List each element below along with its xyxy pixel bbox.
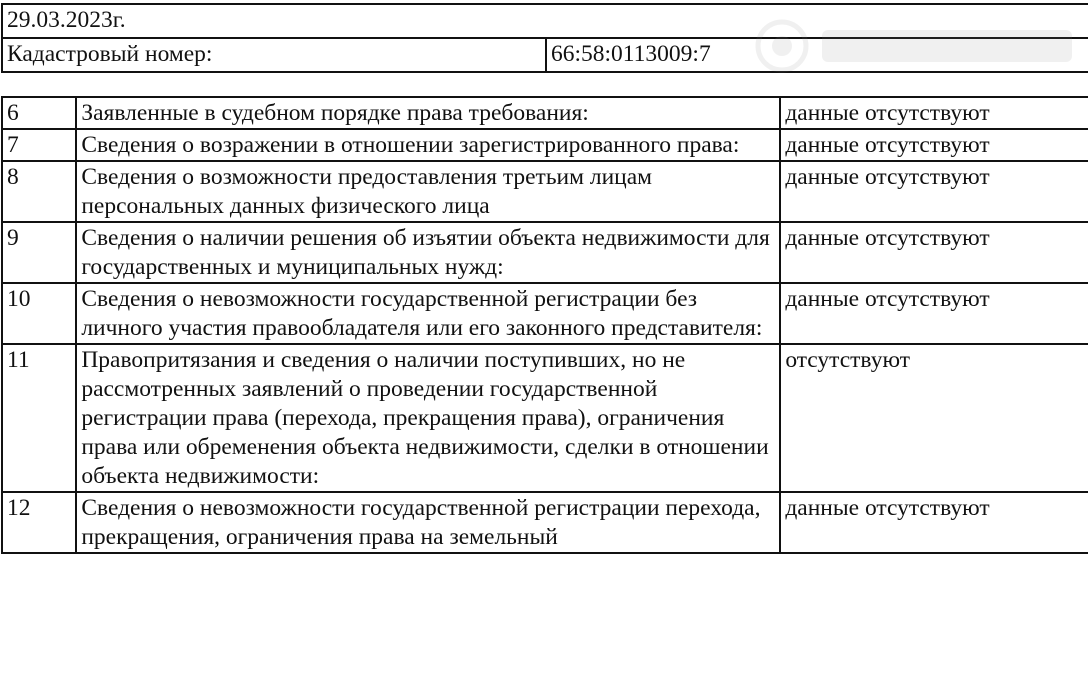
row-value: отсутствуют [780, 344, 1088, 492]
header-table [1, 3, 1088, 73]
row-description: Сведения о невозможности государственной регистрации без личного участия правообладателя или его законного представителя: [76, 283, 780, 344]
row-description: Заявленные в судебном порядке права требования: [76, 97, 780, 129]
report-date: 29.03.2023г. [2, 4, 1088, 38]
records-table [1, 96, 1088, 554]
table-row [2, 97, 1088, 129]
table-row [2, 283, 1088, 344]
row-description: Сведения о возражении в отношении зарегистрированного права: [76, 129, 780, 161]
table-row [2, 344, 1088, 492]
table-row [2, 222, 1088, 283]
row-value: данные отсутствуют [780, 161, 1088, 222]
table-row [2, 161, 1088, 222]
row-number: 6 [2, 97, 76, 129]
row-value: данные отсутствуют [780, 283, 1088, 344]
row-number: 10 [2, 283, 76, 344]
row-description: Правопритязания и сведения о наличии поступивших, но не рассмотренных заявлений о проведении государственной регистрации права (перехода, прекращения права), ограничения права или обременения объекта недвижимости, сделки в отношении объекта недвижимости: [76, 344, 780, 492]
row-description: Сведения о наличии решения об изъятии объекта недвижимости для государственных и муниципальных нужд: [76, 222, 780, 283]
table-row [2, 129, 1088, 161]
row-value: данные отсутствуют [780, 222, 1088, 283]
row-description: Сведения о невозможности государственной регистрации перехода, прекращения, ограничения права на земельный [76, 492, 780, 553]
row-value: данные отсутствуют [780, 492, 1088, 553]
cadastral-label: Кадастровый номер: [2, 38, 546, 72]
row-number: 8 [2, 161, 76, 222]
row-number: 7 [2, 129, 76, 161]
table-row [2, 492, 1088, 553]
row-number: 12 [2, 492, 76, 553]
cadastral-number: 66:58:0113009:7 [546, 38, 1088, 72]
row-description: Сведения о возможности предоставления третьим лицам персональных данных физического лица [76, 161, 780, 222]
row-value: данные отсутствуют [780, 97, 1088, 129]
row-number: 11 [2, 344, 76, 492]
date-row [2, 4, 1088, 38]
cadastral-row [2, 38, 1088, 72]
records-body [2, 97, 1088, 553]
row-number: 9 [2, 222, 76, 283]
row-value: данные отсутствуют [780, 129, 1088, 161]
